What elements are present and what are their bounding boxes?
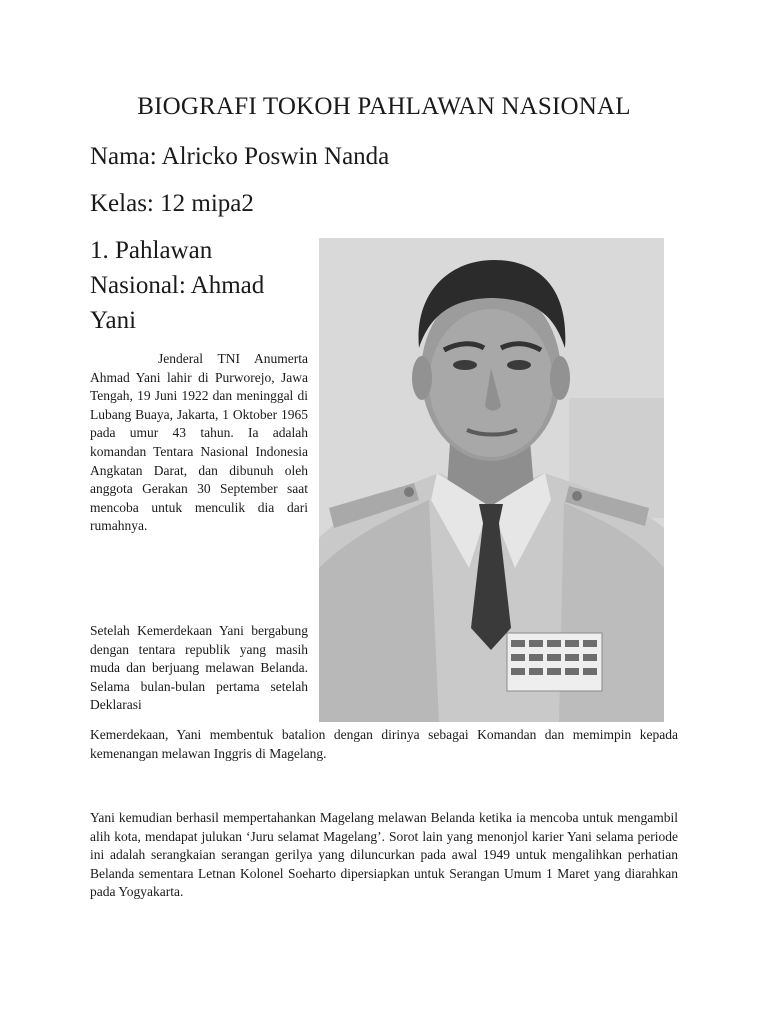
biography-paragraph-1: Jenderal TNI Anumerta Ahmad Yani lahir di Purworejo, Jawa Tengah, 19 Juni 1922 dan meninggal di Lubang Buaya, Jakarta, 1 Oktober 1965 pada umur 43 tahun. Ia adalah komandan Tentara Nasional Indonesia Angkatan Darat, dan dibunuh oleh anggota Gerakan 30 September saat mencoba untuk menculik dia dari rumahnya. <box>90 351 308 534</box>
student-name: Nama: Alricko Poswin Nanda <box>90 143 390 170</box>
document-title: BIOGRAFI TOKOH PAHLAWAN NASIONAL <box>137 93 631 120</box>
section-heading: 1. Pahlawan Nasional: Ahmad Yani <box>90 237 265 334</box>
student-class: Kelas: 12 mipa2 <box>90 190 254 217</box>
biography-paragraph-3: Yani kemudian berhasil mempertahankan Magelang melawan Belanda ketika ia mencoba untuk mengambil alih kota, mendapat julukan ‘Juru selamat Magelang’. Sorot lain yang menonjol karier Yani selama periode ini adalah serangkaian serangan gerilya yang diluncurkan pada awal 1949 untuk mengalihkan perhatian Belanda sementara Letnan Kolonel Soeharto dipersiapkan untuk Serangan Umum 1 Maret yang diarahkan pada Yogyakarta. <box>90 810 678 900</box>
biography-paragraph-2-end: Kemerdekaan, Yani membentuk batalion dengan dirinya sebagai Komandan dan memimpin kepada kemenangan melawan Inggris di Magelang. <box>90 727 678 761</box>
biography-paragraph-2-start: Setelah Kemerdekaan Yani bergabung dengan tentara republik yang masih muda dan berjuang melawan Belanda. Selama bulan-bulan pertama setelah Deklarasi <box>90 623 308 713</box>
portrait-photo <box>319 238 664 722</box>
portrait-illustration <box>319 238 664 722</box>
